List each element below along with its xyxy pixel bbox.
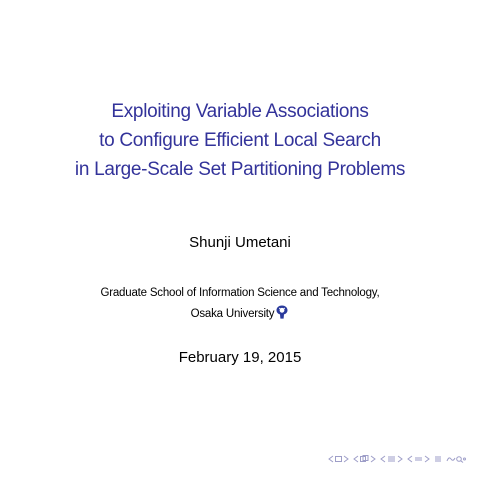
beamer-navigation-bar	[328, 455, 466, 463]
nav-section-next-icon[interactable]	[397, 455, 403, 463]
nav-subsection-prev-icon[interactable]	[407, 455, 413, 463]
nav-section-box-icon	[387, 455, 396, 463]
affiliation-line-2	[0, 304, 480, 328]
nav-subsection-group	[407, 455, 430, 463]
osaka-university-logo-icon	[275, 304, 289, 328]
nav-slide-box-icon	[335, 455, 342, 463]
author-name: Shunji Umetani	[189, 234, 291, 251]
affiliation-university: Osaka University	[190, 308, 275, 320]
nav-frame-box-icon	[360, 455, 369, 463]
presentation-date: February 19, 2015	[178, 349, 302, 366]
title-line-2: to Configure Efficient Local Search	[99, 130, 381, 151]
nav-section-prev-icon[interactable]	[380, 455, 386, 463]
affiliation	[0, 283, 480, 328]
nav-subsection-box-icon	[414, 455, 423, 463]
nav-align-icon[interactable]	[434, 455, 442, 463]
title-line-3: in Large-Scale Set Partitioning Problems	[74, 159, 406, 180]
slide-title	[0, 97, 480, 184]
title-line-1: Exploiting Variable Associations	[111, 101, 369, 122]
nav-frame-next-icon[interactable]	[370, 455, 376, 463]
nav-frame-group	[353, 455, 376, 463]
affiliation-line-1: Graduate School of Information Science and Technology,	[100, 287, 380, 299]
nav-slide-next-icon[interactable]	[343, 455, 349, 463]
nav-frame-prev-icon[interactable]	[353, 455, 359, 463]
nav-slide-group	[328, 455, 349, 463]
nav-search-icon[interactable]	[446, 455, 466, 463]
nav-section-group	[380, 455, 403, 463]
nav-slide-prev-icon[interactable]	[328, 455, 334, 463]
nav-subsection-next-icon[interactable]	[424, 455, 430, 463]
